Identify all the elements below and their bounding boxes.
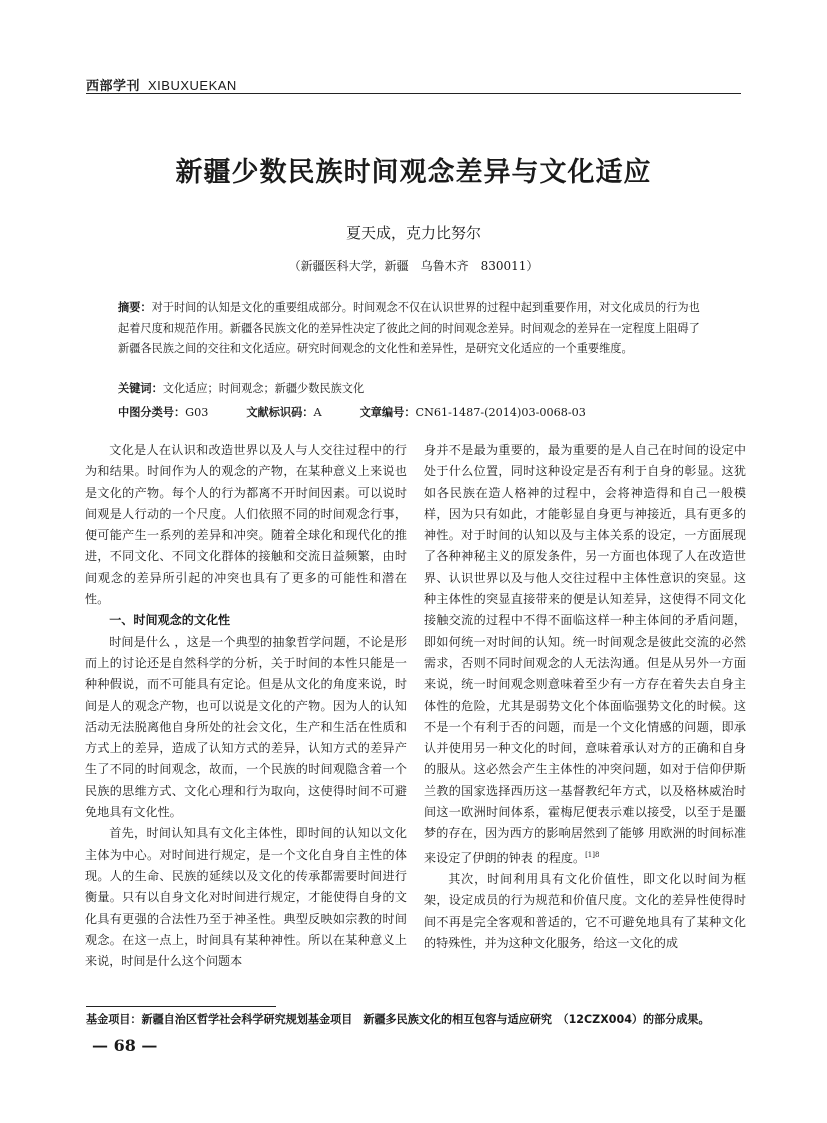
doc-code-value: A: [313, 406, 322, 419]
doc-code-label: 文献标识码：: [246, 406, 314, 419]
abstract: [118, 298, 709, 360]
body-paragraph: 首先，时间认知具有文化主体性，即时间的认知以文化主体为中心。对时间进行规定，是一个文化自身自主性的体现。人的生命、民族的延续以及文化的传承都需要时间进行衡量。只有以自身文化对时间进行规定，才能使得自身的文化具有更强的合法性乃至于神圣性。典型反映如宗教的时间观念。在这一点上，时间具有某种神性。所以在某种意义上来说，时间是什么这个问题本: [85, 826, 407, 969]
clc-label: 中图分类号：: [118, 406, 186, 419]
affiliation: （新疆医科大学，新疆 乌鲁木齐 830011）: [288, 259, 539, 273]
classification-line: [118, 404, 678, 420]
body-column-left: [85, 440, 407, 972]
body-paragraph: 时间是什么 ，这是一个典型的抽象哲学问题，不论是形而上的讨论还是自然科学的分析，关于时间的本性只能是一种种假说，而不可能具有定论。但是从文化的角度来说，时间是人的观念产物，也可以说是文化的产物。因为人的认知活动无法脱离他自身所处的社会文化，生产和生活在性质和方式上的差异，造成了认知方式的差异，认知方式的差异产生了不同的时间观念，故而，一个民族的时间观隐含着一个民族的思维方式、文化心理和行为取向，这使得时间不可避免地具有文化性。: [85, 634, 407, 820]
body-paragraph: [424, 440, 746, 869]
body-column-right: [424, 440, 746, 954]
abstract-label: 摘要：: [118, 301, 152, 314]
footnote-rule: [86, 1006, 276, 1007]
body-paragraph: 文化是人在认识和改造世界以及人与人交往过程中的行为和结果。时间作为人的观念的产物，在某种意义上来说也是文化的产物。每个人的行为都离不开时间因素。可以说时间观是人行动的一个尺度。人们依照不同的时间观念行事，便可能产生一系列的差异和冲突。随着全球化和现代化的推进，不同文化、不同文化群体的接触和交流日益频繁，由时间观念的差异所引起的冲突也具有了更多的可能性和潜在性。: [85, 443, 407, 607]
funding-footnote: 基金项目：新疆自治区哲学社会科学研究规划基金项目 新疆多民族文化的相互包容与适应研究 （12CZX004）的部分成果。: [86, 1013, 710, 1026]
article-number-value: CN61-1487-(2014)03-0068-03: [415, 406, 586, 419]
citation: [1]8: [585, 850, 600, 859]
journal-name-latin: XIBUXUEKAN: [148, 78, 237, 93]
page-number: — 68 —: [92, 1036, 158, 1055]
article-number-label: 文章编号：: [359, 406, 416, 419]
keywords-label: 关键词：: [118, 382, 163, 395]
authors: 夏天成，克力比努尔: [345, 224, 481, 242]
journal-name-cn: 西部学刊: [86, 79, 141, 94]
keywords-text: 文化适应；时间观念；新疆少数民族文化: [162, 382, 365, 395]
keywords: [118, 380, 364, 396]
header-rule: [86, 93, 741, 94]
section-heading: 一、时间观念的文化性: [109, 613, 231, 628]
running-header: [86, 75, 237, 94]
abstract-text: 对于时间的认知是文化的重要组成部分。时间观念不仅在认识世界的过程中起到重要作用，对文化成员的行为也起着尺度和规范作用。新疆各民族文化的差异性决定了彼此之间的时间观念差异。时间观念的差异在一定程度上阻碍了新疆各民族之间的交往和文化适应。研究时间观念的文化性和差异性，是研究文化适应的一个重要维度。: [118, 301, 700, 355]
body-paragraph: 其次，时间利用具有文化价值性，即文化以时间为框架，设定成员的行为规范和价值尺度。文化的差异性使得时间不再是完全客观和普适的，它不可避免地具有了某种文化的特殊性，并为这种文化服务，给这一文化的成: [424, 871, 746, 950]
article-title: 新疆少数民族时间观念差异与文化适应: [175, 157, 652, 188]
paragraph-text: 身并不是最为重要的，最为重要的是人自己在时间的设定中处于什么位置，同时这种设定是否有利于自身的彰显。这犹如各民族在造人格神的过程中，会将神造得和自己一般模样，因为只有如此，才能彰显自身更与神接近，具有更多的神性。对于时间的认知以及与主体关系的设定，一方面展现了各种神秘主义的原发条件，另一方面也体现了人在改造世界、认识世界以及与他人交往过程中主体性意识的突显。这种主体性的突显直接带来的便是认知差异，这使得不同文化接触交流的过程中不得不面临这样一种主体间的矛盾问题，即如何统一对时间的认知。统一时间观念是彼此交流的必然需求，否则不同时间观念的人无法沟通。但是从另外一方面来说，统一时间观念则意味着至少有一方存在着失去自身主体性的危险，尤其是弱势文化个体面临强势文化的时候。这不是一个有利于否的问题，而是一个文化情感的问题，即承认并使用另一种文化的时间，意味着承认对方的正确和自身的服从。这必然会产生主体性的冲突问题，如对于信仰伊斯兰教的国家选择西历这一基督教纪年方式，以及格林威治时间这一欧洲时间体系，霍梅尼便表示难以接受，以至于是噩梦的存在，因为西方的影响居然到了能够 用欧洲的时间标准来设定了伊朗的钟表 的程度。: [424, 443, 746, 865]
clc-value: G03: [185, 406, 209, 419]
